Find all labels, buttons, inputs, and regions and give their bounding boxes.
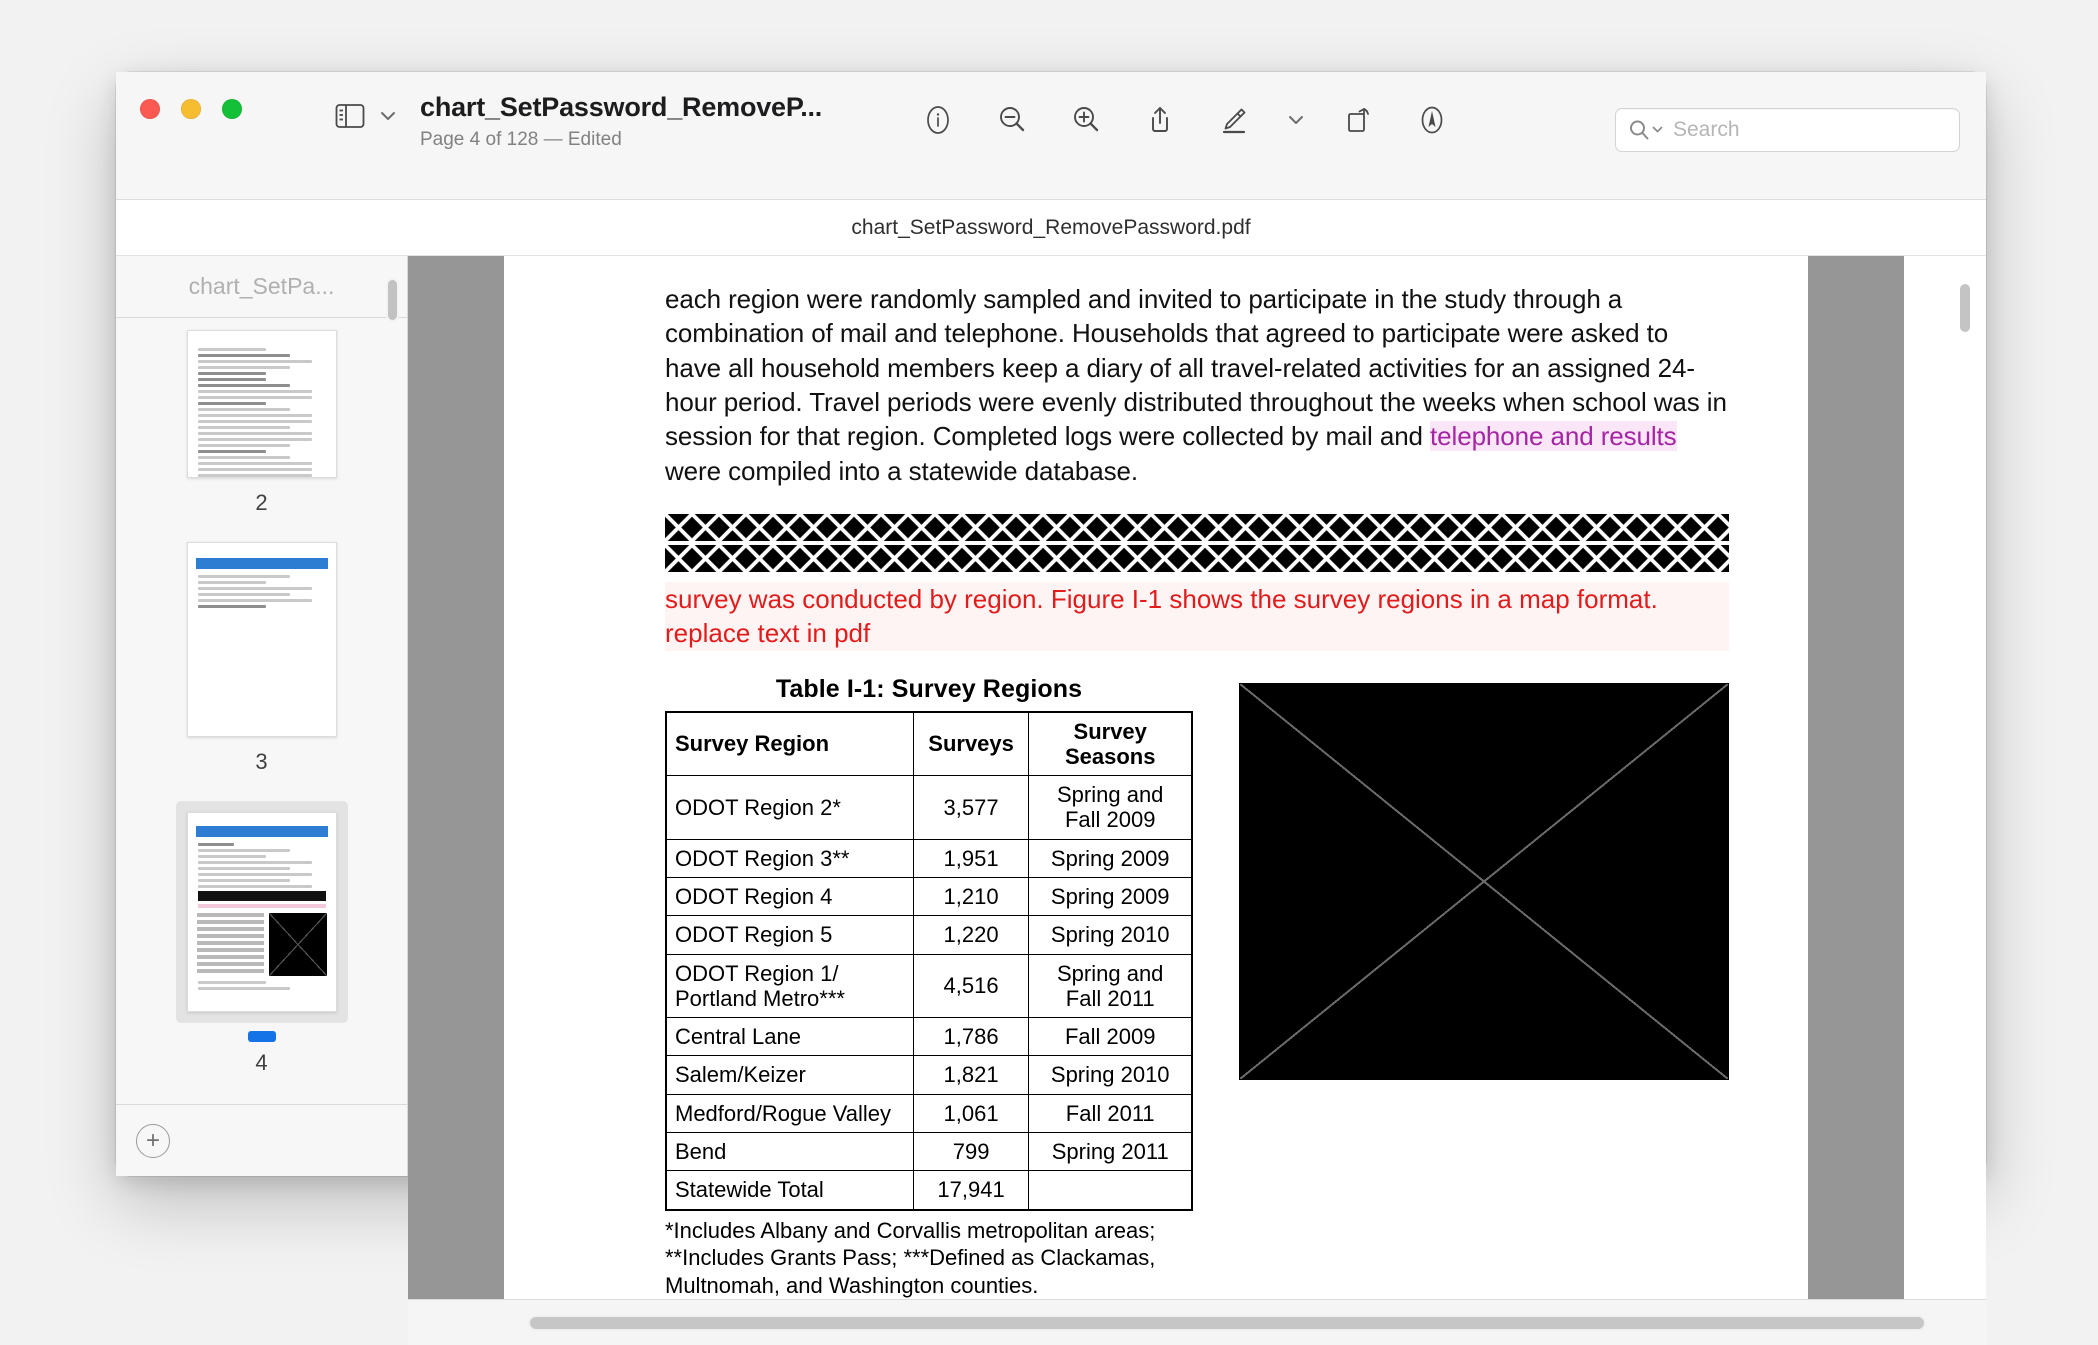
thumbnail-page-2[interactable]: [116, 330, 407, 542]
rotate-icon[interactable]: [1336, 98, 1380, 142]
thumbnail-page-4[interactable]: [116, 801, 407, 1102]
page-margin-left: [408, 256, 504, 1299]
add-page-button[interactable]: +: [136, 1124, 170, 1158]
share-icon[interactable]: [1138, 98, 1182, 142]
red-annotation-text: survey was conducted by region. Figure I-1 shows the survey regions in a map format. replace text in pdf: [665, 582, 1729, 651]
cell-surveys: 3,577: [913, 776, 1029, 840]
cell-season: Spring 2010: [1029, 1056, 1192, 1094]
cell-season: Spring and Fall 2011: [1029, 954, 1192, 1018]
search-chevron-down-icon: [1652, 126, 1663, 134]
pdf-page-4: [593, 256, 1801, 1299]
sidebar-header: [116, 256, 407, 318]
sidebar-chevron-down-icon[interactable]: [378, 99, 398, 133]
pdf-viewer: [408, 256, 1986, 1298]
horizontal-scrollbar[interactable]: [408, 1299, 1986, 1345]
page-subtitle: Page 4 of 128 — Edited: [420, 129, 622, 150]
table-row: [666, 916, 1192, 954]
cell-season: Spring 2009: [1029, 877, 1192, 915]
preview-window: [116, 72, 1986, 1298]
thumbnail-preview: [187, 330, 337, 478]
redaction-bar: [665, 514, 1729, 541]
traffic-lights: [116, 72, 306, 119]
cell-surveys: 799: [913, 1133, 1029, 1171]
zoom-in-icon[interactable]: [1064, 98, 1108, 142]
cell-surveys: 1,786: [913, 1018, 1029, 1056]
cell-surveys: 1,210: [913, 877, 1029, 915]
cell-surveys: 1,061: [913, 1094, 1029, 1132]
cell-season: Spring and Fall 2009: [1029, 776, 1192, 840]
body-paragraph: [665, 282, 1729, 488]
cell-region: Bend: [666, 1133, 913, 1171]
column-header-surveys: Surveys: [913, 712, 1029, 776]
table-row: [666, 877, 1192, 915]
search-icon: [1628, 119, 1663, 141]
zoom-out-icon[interactable]: [990, 98, 1034, 142]
placeholder-diagonal-icon: [1240, 684, 1728, 1079]
column-header-region: Survey Region: [666, 712, 913, 776]
page-lower-content: [665, 675, 1729, 1300]
cell-season: Spring 2009: [1029, 839, 1192, 877]
page-margin-right: [1808, 256, 1904, 1299]
sidebar-footer: [116, 1104, 407, 1176]
cell-region: Medford/Rogue Valley: [666, 1094, 913, 1132]
search-field[interactable]: [1615, 108, 1960, 152]
thumbnail-sidebar: [116, 256, 408, 1176]
table-footnotes: *Includes Albany and Corvallis metropolitan areas; **Includes Grants Pass; ***Defined as Clackamas, Multnomah, and Washington counties.: [665, 1217, 1156, 1298]
minimize-button[interactable]: [181, 99, 201, 119]
cell-surveys: 1,821: [913, 1056, 1029, 1094]
filename-bar: [116, 200, 1986, 256]
table-header-row: [666, 712, 1192, 776]
table-row: [666, 839, 1192, 877]
filename-label: chart_SetPassword_RemovePassword.pdf: [851, 215, 1251, 239]
document-title-block: [420, 72, 850, 151]
thumbnail-list[interactable]: [116, 318, 407, 1104]
cell-region: Statewide Total: [666, 1171, 913, 1210]
redaction-bar: [665, 545, 1729, 572]
cell-season: Spring 2011: [1029, 1133, 1192, 1171]
thumbnail-page-number: 3: [255, 749, 268, 774]
thumbnail-preview: [187, 812, 337, 1012]
maximize-button[interactable]: [222, 99, 242, 119]
table-row-total: [666, 1171, 1192, 1210]
redacted-bars: [665, 514, 1729, 572]
cell-season: Fall 2009: [1029, 1018, 1192, 1056]
cell-region: Salem/Keizer: [666, 1056, 913, 1094]
sidebar-scrollbar-thumb[interactable]: [386, 278, 399, 322]
window-toolbar: [116, 72, 1986, 200]
thumbnail-image-placeholder: [269, 913, 326, 976]
cell-surveys: 1,220: [913, 916, 1029, 954]
cell-season: Spring 2010: [1029, 916, 1192, 954]
page-title: chart_SetPassword_RemoveP...: [420, 92, 823, 122]
column-header-seasons: Survey Seasons: [1029, 712, 1192, 776]
cell-region: ODOT Region 4: [666, 877, 913, 915]
toolbar-left-group: [330, 72, 398, 136]
cell-region: ODOT Region 3**: [666, 839, 913, 877]
search-input[interactable]: [1673, 118, 1947, 142]
table-row: [666, 1094, 1192, 1132]
cell-surveys: 17,941: [913, 1171, 1029, 1210]
sidebar-toggle-icon[interactable]: [330, 96, 370, 136]
pdf-canvas[interactable]: [408, 256, 1986, 1299]
window-body: [116, 256, 1986, 1298]
survey-regions-table: [665, 711, 1193, 1211]
vertical-scrollbar-thumb[interactable]: [1958, 282, 1972, 334]
table-row: [666, 1018, 1192, 1056]
thumbnail-frame: [187, 542, 337, 737]
cell-season: Fall 2011: [1029, 1094, 1192, 1132]
table-title: Table I-1: Survey Regions: [775, 674, 1083, 703]
cell-region: Central Lane: [666, 1018, 913, 1056]
markup-pen-icon[interactable]: [1212, 98, 1256, 142]
cell-surveys: 4,516: [913, 954, 1029, 1018]
cell-region: ODOT Region 1/ Portland Metro***: [666, 954, 913, 1018]
thumbnail-preview: [187, 542, 337, 737]
cell-surveys: 1,951: [913, 839, 1029, 877]
table-row: [666, 1056, 1192, 1094]
paragraph-text-1: each region were randomly sampled and invited to participate in the study through a combination of mail and telephone. Households that agreed to participate were asked to have all household members keep a diary of all travel-related activities for an assigned 24-hour period. Travel periods were evenly distributed throughout the weeks when school was in session for that region. Completed logs were collected by mail and: [665, 284, 1727, 452]
highlighted-text: telephone and results: [1430, 421, 1677, 452]
table-row: [666, 954, 1192, 1018]
thumbnail-frame: [187, 330, 337, 478]
survey-table-column: [665, 675, 1193, 1300]
cell-region: ODOT Region 2*: [666, 776, 913, 840]
table-row: [666, 776, 1192, 840]
cell-season: [1029, 1171, 1192, 1210]
thumbnail-page-number: 4: [255, 1050, 268, 1075]
figure-image-placeholder: [1239, 683, 1729, 1080]
thumbnail-page-number: 2: [255, 490, 268, 515]
close-button[interactable]: [140, 99, 160, 119]
current-page-indicator: [248, 1031, 276, 1042]
horizontal-scrollbar-thumb[interactable]: [528, 1315, 1926, 1331]
thumbnail-frame-selected: [176, 801, 348, 1023]
thumbnail-page-3[interactable]: [116, 542, 407, 801]
info-icon[interactable]: [916, 98, 960, 142]
cell-region: ODOT Region 5: [666, 916, 913, 954]
toolbar-action-group: [916, 72, 1454, 142]
paragraph-text-2: were compiled into a statewide database.: [665, 455, 1138, 486]
markup-chevron-down-icon[interactable]: [1286, 103, 1306, 137]
table-row: [666, 1133, 1192, 1171]
sidebar-title: chart_SetPa...: [188, 273, 335, 299]
annotate-icon[interactable]: [1410, 98, 1454, 142]
